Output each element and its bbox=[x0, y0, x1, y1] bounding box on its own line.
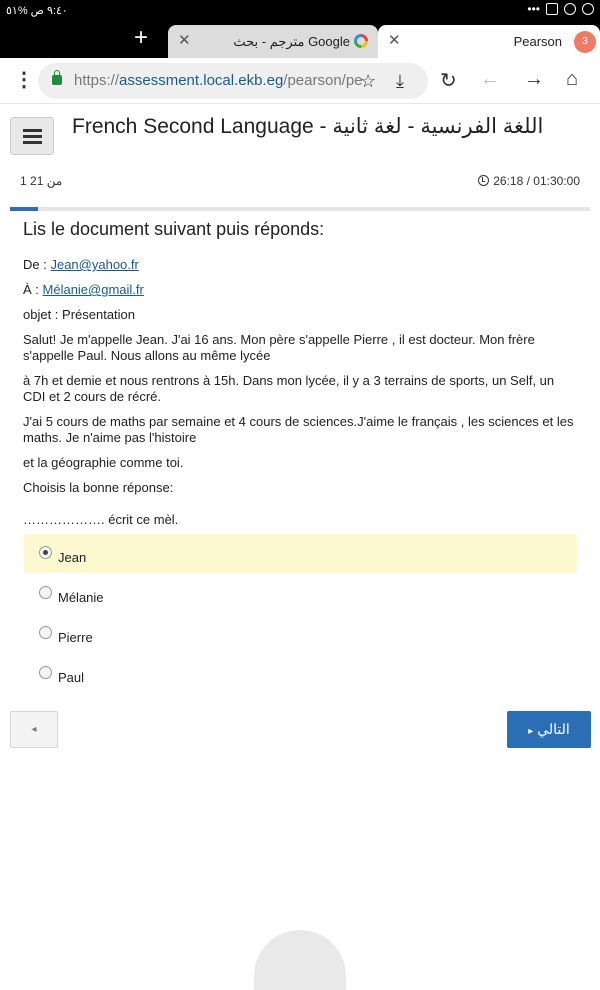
messenger-icon bbox=[582, 3, 594, 15]
tab-title: Pearson bbox=[513, 34, 562, 49]
radio-button[interactable] bbox=[39, 586, 52, 599]
download-icon[interactable]: ⤓ bbox=[396, 71, 404, 91]
tab-strip bbox=[0, 22, 600, 58]
home-icon[interactable]: ⌂ bbox=[566, 68, 579, 90]
answer-options bbox=[24, 534, 577, 694]
document-paragraph: et la géographie comme toi. bbox=[23, 455, 184, 470]
close-tab-icon[interactable]: ✕ bbox=[178, 32, 191, 49]
hamburger-line bbox=[23, 129, 42, 132]
question-document bbox=[23, 257, 578, 537]
answer-option[interactable] bbox=[24, 614, 577, 653]
menu-icon[interactable]: ⋮ bbox=[14, 69, 34, 91]
from-label: De : bbox=[23, 257, 51, 272]
url-path: /pearson/pe bbox=[283, 72, 363, 89]
tab-google-translate[interactable] bbox=[168, 25, 378, 58]
document-paragraph: Salut! Je m'appelle Jean. J'ai 16 ans. Mon père s'appelle Pierre , il est docteur. Mon frère s'appelle Paul. Nous allons au même lycée bbox=[23, 332, 535, 363]
reload-icon[interactable]: ↻ bbox=[440, 70, 457, 92]
radio-button[interactable] bbox=[39, 626, 52, 639]
from-email-link[interactable]: Jean@yahoo.fr bbox=[50, 257, 139, 272]
option-label[interactable]: Jean bbox=[58, 550, 87, 565]
document-paragraph: à 7h et demie et nous rentrons à 15h. Dans mon lycée, il y a 3 terrains de sports, un Self, un CDI et 2 cours de récré. bbox=[23, 373, 555, 404]
email-subject: objet : Présentation bbox=[23, 307, 136, 322]
to-email-link[interactable]: Mélanie@gmail.fr bbox=[42, 282, 144, 297]
status-right-icons bbox=[527, 3, 594, 15]
back-arrow-icon[interactable]: ← bbox=[480, 68, 500, 90]
email-to-line bbox=[23, 282, 578, 298]
more-notifications-icon: ••• bbox=[527, 2, 540, 16]
option-label[interactable]: Mélanie bbox=[58, 590, 104, 605]
answer-option[interactable] bbox=[24, 654, 577, 693]
url-scheme: https:// bbox=[74, 72, 120, 89]
hamburger-line bbox=[23, 135, 42, 138]
bookmark-star-icon[interactable]: ☆ bbox=[360, 71, 377, 91]
progress-bar bbox=[10, 207, 590, 211]
tab-switcher-button[interactable]: 3 bbox=[574, 31, 596, 53]
tab-pearson[interactable] bbox=[378, 25, 600, 58]
lock-icon[interactable] bbox=[52, 75, 62, 85]
gallery-icon bbox=[546, 3, 558, 15]
timer-text: 26:18 / 01:30:00 bbox=[493, 174, 580, 188]
option-label[interactable]: Pierre bbox=[58, 630, 93, 645]
status-bar bbox=[0, 0, 600, 22]
to-label: À : bbox=[23, 282, 43, 297]
previous-button[interactable]: ◂ bbox=[10, 711, 58, 748]
next-button[interactable] bbox=[507, 711, 591, 748]
toolbar bbox=[0, 58, 600, 104]
url-host: assessment.local.ekb.eg bbox=[119, 72, 284, 89]
address-bar[interactable] bbox=[38, 63, 428, 99]
question-counter: 1 من 21 bbox=[20, 174, 63, 188]
radio-button[interactable] bbox=[39, 666, 52, 679]
new-tab-button[interactable]: + bbox=[133, 24, 148, 51]
email-from-line bbox=[23, 257, 578, 273]
tab-title: مترجم - بحث Google bbox=[233, 34, 350, 49]
url-text[interactable] bbox=[74, 72, 363, 89]
hamburger-menu-button[interactable] bbox=[10, 117, 54, 155]
radio-button[interactable] bbox=[39, 546, 52, 559]
exam-timer bbox=[478, 174, 580, 188]
document-paragraph: J'ai 5 cours de maths par semaine et 4 cours de sciences.J'aime le français , les sciences et les maths. Je n'aime pas l'histoire bbox=[23, 414, 574, 445]
floating-handle[interactable] bbox=[254, 930, 346, 990]
progress-fill bbox=[10, 207, 38, 211]
question-instruction: Choisis la bonne réponse: bbox=[23, 480, 174, 495]
status-left bbox=[6, 4, 68, 17]
next-arrow-icon: ▸ bbox=[528, 726, 534, 737]
question-prompt: ………………. écrit ce mèl. bbox=[23, 512, 179, 527]
answer-option[interactable] bbox=[24, 534, 577, 573]
option-label[interactable]: Paul bbox=[58, 670, 85, 685]
google-icon bbox=[354, 34, 368, 48]
answer-option[interactable] bbox=[24, 574, 577, 613]
page-title: French Second Language - اللغة الفرنسية - لغة ثانية bbox=[72, 115, 544, 138]
question-heading: Lis le document suivant puis réponds: bbox=[23, 219, 325, 239]
battery-text: %٥١ bbox=[6, 5, 28, 17]
clock-text: ٩:٤٠ ص bbox=[30, 5, 68, 17]
app-notification-icon bbox=[564, 3, 576, 15]
clock-icon bbox=[478, 175, 489, 186]
hamburger-line bbox=[23, 141, 42, 144]
next-label: التالي bbox=[537, 721, 570, 737]
close-tab-icon[interactable]: ✕ bbox=[388, 32, 401, 49]
forward-arrow-icon[interactable]: → bbox=[524, 68, 544, 90]
